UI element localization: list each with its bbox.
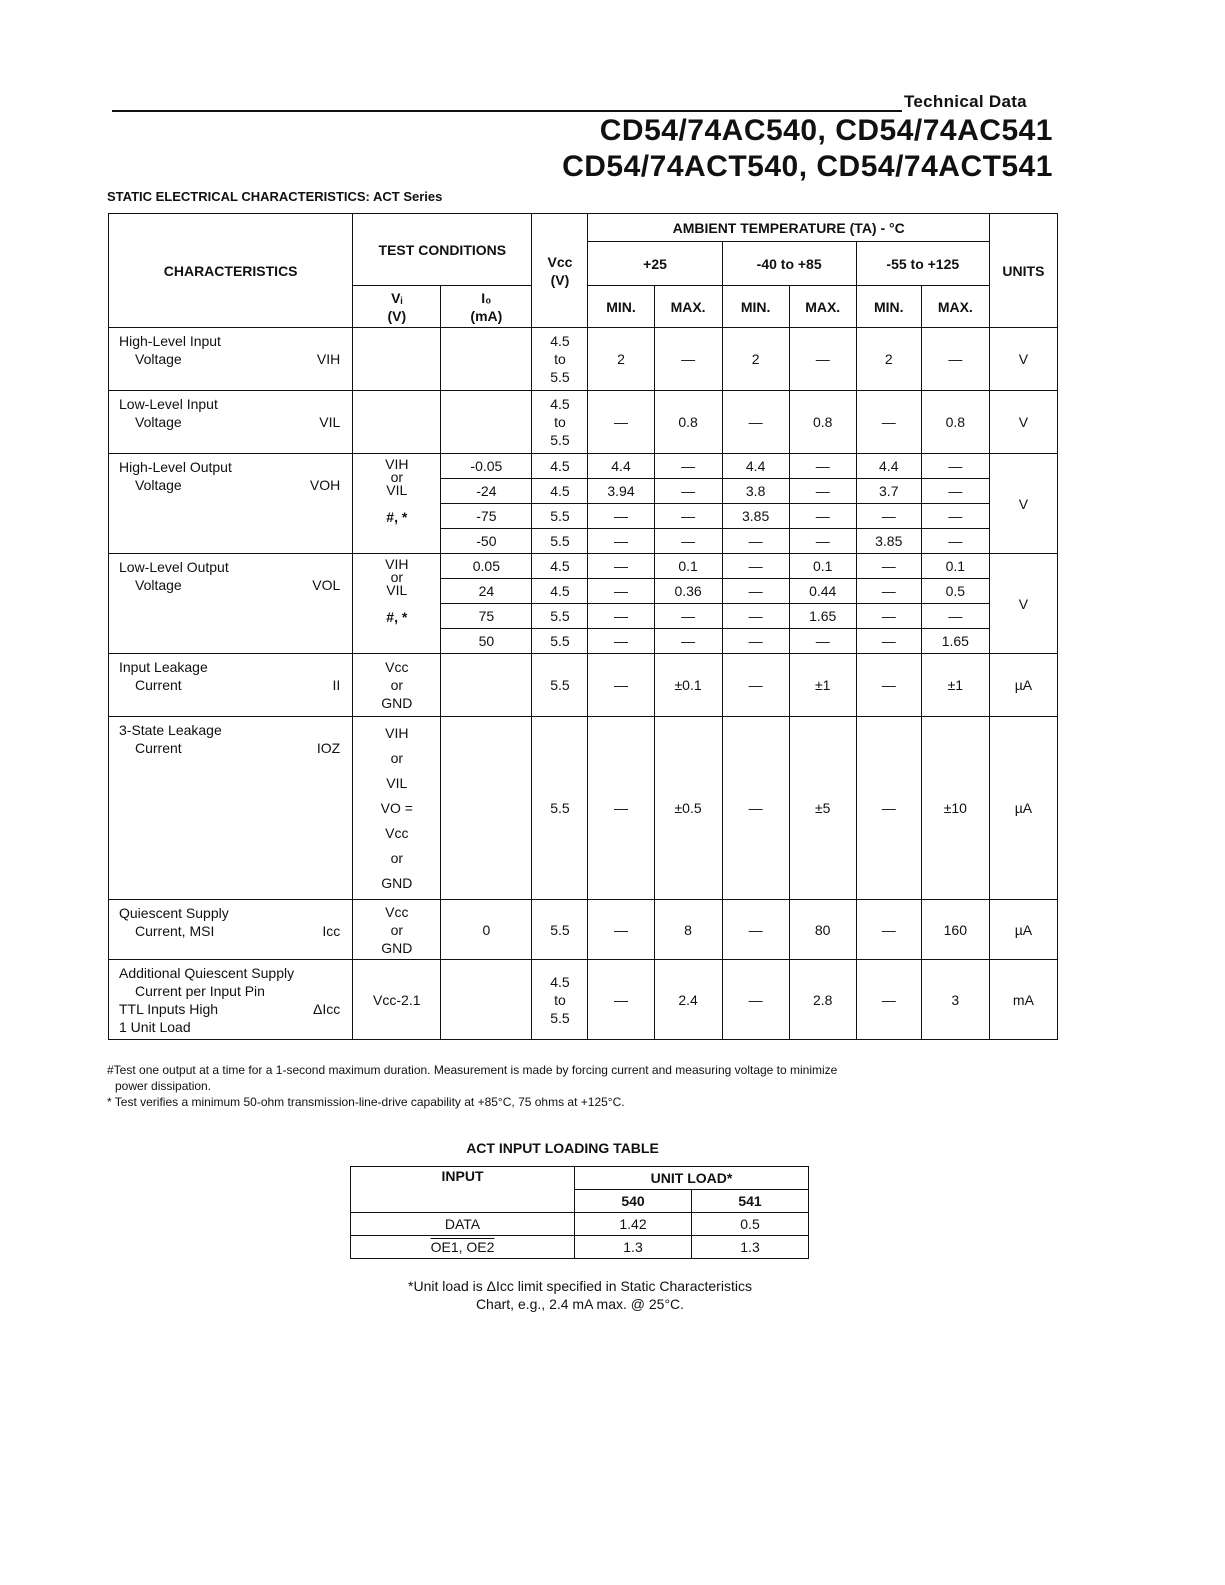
- value-cell: —: [722, 629, 789, 654]
- input-loading-table: [350, 1166, 809, 1259]
- value-cell: 1.42: [575, 1213, 692, 1236]
- symbol: ΔIcc: [313, 1001, 341, 1017]
- value-cell: —: [722, 604, 789, 629]
- value-cell: 4.4: [722, 454, 789, 479]
- value-cell: —: [722, 654, 789, 717]
- temp-40-85: -40 to +85: [722, 242, 856, 286]
- characteristic-name: [109, 454, 353, 554]
- value-cell: —: [856, 554, 921, 579]
- value-cell: —: [856, 629, 921, 654]
- value-cell: 0.5: [921, 579, 989, 604]
- cond-io: [441, 960, 532, 1040]
- unit-cell: µA: [989, 717, 1057, 900]
- value-cell: 0.1: [789, 554, 856, 579]
- col-vcc: [532, 214, 588, 328]
- value-cell: —: [856, 960, 921, 1040]
- name-line: Current: [135, 677, 182, 693]
- value-cell: —: [856, 604, 921, 629]
- cond-io: [441, 717, 532, 900]
- io-value: 50: [441, 629, 532, 654]
- vcc-value: 4.5: [532, 579, 588, 604]
- table-row: [109, 391, 1058, 454]
- value-cell: ±10: [921, 717, 989, 900]
- value-cell: 1.65: [789, 604, 856, 629]
- cond-a: VIH or VIL: [385, 556, 409, 598]
- note-line: #Test one output at a time for a 1-second maximum duration. Measurement is made by forcing current and measuring voltage to minimize: [107, 1063, 838, 1077]
- cond-a: VIH or VIL: [385, 456, 409, 498]
- col-541: 541: [692, 1190, 809, 1213]
- table-row: [109, 654, 1058, 717]
- io-unit: (mA): [470, 307, 503, 324]
- io-value: -24: [441, 479, 532, 504]
- col-input: INPUT: [351, 1167, 575, 1213]
- value-cell: —: [654, 504, 722, 529]
- value-cell: —: [789, 328, 856, 391]
- input-name: OE1, OE2: [351, 1236, 575, 1259]
- value-cell: —: [722, 900, 789, 960]
- loading-table-title: ACT INPUT LOADING TABLE: [466, 1140, 659, 1156]
- min-header: MIN.: [588, 286, 654, 328]
- unit-cell: mA: [989, 960, 1057, 1040]
- name-line: Voltage: [135, 577, 182, 593]
- unit-cell: V: [989, 554, 1057, 654]
- value-cell: 1.3: [575, 1236, 692, 1259]
- value-cell: 0.5: [692, 1213, 809, 1236]
- value-cell: —: [921, 529, 989, 554]
- table-row: [109, 717, 1058, 900]
- characteristic-name: [109, 654, 353, 717]
- value-cell: ±0.1: [654, 654, 722, 717]
- value-cell: —: [921, 604, 989, 629]
- part-title-line1: CD54/74AC540, CD54/74AC541: [599, 114, 1053, 147]
- header-rule: [112, 110, 902, 112]
- footnote-star: * Test verifies a minimum 50-ohm transmission-line-drive capability at +85°C, 75 ohms at +125°C.: [107, 1095, 625, 1109]
- value-cell: —: [588, 554, 654, 579]
- value-cell: —: [856, 504, 921, 529]
- cond-io: [441, 328, 532, 391]
- cond-b: #, *: [386, 609, 408, 625]
- vcc-value: 5.5: [532, 529, 588, 554]
- unit-cell: V: [989, 328, 1057, 391]
- value-cell: —: [856, 579, 921, 604]
- value-cell: 0.44: [789, 579, 856, 604]
- value-cell: 8: [654, 900, 722, 960]
- io-label: I₀: [481, 289, 492, 306]
- table-row: [109, 328, 1058, 391]
- name-line: 1 Unit Load: [119, 1019, 191, 1035]
- value-cell: 4.4: [856, 454, 921, 479]
- cond-vi: [353, 391, 441, 454]
- value-cell: 0.8: [654, 391, 722, 454]
- vcc-label: Vcc: [547, 253, 573, 270]
- vcc-value: 4.5: [532, 454, 588, 479]
- note-line: power dissipation.: [115, 1079, 212, 1093]
- value-cell: —: [856, 654, 921, 717]
- vcc-value: 4.5: [532, 554, 588, 579]
- cond-io: [441, 391, 532, 454]
- cond-vi: VIH or VIL VO = Vcc or GND: [353, 717, 441, 900]
- symbol: VIH: [316, 351, 341, 367]
- footnote-line: Chart, e.g., 2.4 mA max. @ 25°C.: [475, 1296, 685, 1312]
- value-cell: —: [654, 529, 722, 554]
- cond-vi: [353, 554, 441, 654]
- table-row: [351, 1213, 809, 1236]
- value-cell: 2: [722, 328, 789, 391]
- value-cell: —: [588, 654, 654, 717]
- value-cell: —: [588, 391, 654, 454]
- vcc-unit: (V): [550, 271, 570, 288]
- unit-cell: V: [989, 454, 1057, 554]
- value-cell: 2: [588, 328, 654, 391]
- max-header: MAX.: [789, 286, 856, 328]
- value-cell: —: [921, 328, 989, 391]
- value-cell: —: [588, 900, 654, 960]
- value-cell: 3.8: [722, 479, 789, 504]
- section-title: STATIC ELECTRICAL CHARACTERISTICS: ACT Series: [107, 189, 443, 204]
- footnote-line: *Unit load is ΔIcc limit specified in Static Characteristics: [408, 1278, 752, 1294]
- temp-25: +25: [588, 242, 722, 286]
- vcc-value: 5.5: [532, 900, 588, 960]
- table-row: [109, 900, 1058, 960]
- table-row: [109, 554, 1058, 579]
- footnote-hash: [107, 1062, 837, 1094]
- input-name: DATA: [351, 1213, 575, 1236]
- unit-cell: µA: [989, 654, 1057, 717]
- value-cell: ±1: [789, 654, 856, 717]
- name-line: Current: [135, 740, 182, 756]
- value-cell: 3.85: [856, 529, 921, 554]
- col-unit-load: UNIT LOAD*: [575, 1167, 809, 1190]
- value-cell: —: [722, 960, 789, 1040]
- col-units: UNITS: [989, 214, 1057, 328]
- value-cell: —: [654, 629, 722, 654]
- cond-b: #, *: [386, 509, 408, 525]
- value-cell: 2.8: [789, 960, 856, 1040]
- name-line: Low-Level Output: [119, 559, 229, 575]
- min-header: MIN.: [722, 286, 789, 328]
- value-cell: —: [789, 629, 856, 654]
- value-cell: 2: [856, 328, 921, 391]
- name-line: Additional Quiescent Supply: [119, 965, 295, 981]
- value-cell: —: [921, 454, 989, 479]
- characteristic-name: [109, 960, 353, 1040]
- io-value: -0.05: [441, 454, 532, 479]
- value-cell: —: [789, 504, 856, 529]
- symbol: VIL: [319, 414, 341, 430]
- symbol: Icc: [322, 923, 341, 939]
- value-cell: 80: [789, 900, 856, 960]
- vcc-value: 5.5: [532, 504, 588, 529]
- symbol: II: [332, 677, 341, 693]
- value-cell: —: [654, 454, 722, 479]
- name-line: Low-Level Input: [119, 396, 218, 412]
- characteristic-name: [109, 717, 353, 900]
- characteristic-name: [109, 900, 353, 960]
- value-cell: —: [921, 504, 989, 529]
- value-cell: —: [789, 454, 856, 479]
- value-cell: —: [654, 479, 722, 504]
- io-value: 24: [441, 579, 532, 604]
- value-cell: 4.4: [588, 454, 654, 479]
- vcc-value: 5.5: [532, 717, 588, 900]
- value-cell: —: [722, 579, 789, 604]
- characteristic-name: [109, 328, 353, 391]
- value-cell: 160: [921, 900, 989, 960]
- col-vi: [353, 286, 441, 328]
- symbol: IOZ: [316, 740, 341, 756]
- io-value: 75: [441, 604, 532, 629]
- value-cell: 3.85: [722, 504, 789, 529]
- value-cell: —: [856, 717, 921, 900]
- characteristic-name: [109, 554, 353, 654]
- symbol: VOH: [309, 477, 341, 493]
- value-cell: —: [588, 717, 654, 900]
- name-line: High-Level Input: [119, 333, 221, 349]
- value-cell: 0.1: [654, 554, 722, 579]
- value-cell: —: [722, 717, 789, 900]
- vcc-value: 5.5: [532, 604, 588, 629]
- characteristic-name: [109, 391, 353, 454]
- value-cell: 0.8: [789, 391, 856, 454]
- value-cell: 0.36: [654, 579, 722, 604]
- name-line: Current per Input Pin: [135, 983, 265, 999]
- max-header: MAX.: [654, 286, 722, 328]
- cond-vi: Vcc-2.1: [353, 960, 441, 1040]
- value-cell: 2.4: [654, 960, 722, 1040]
- value-cell: 3: [921, 960, 989, 1040]
- value-cell: —: [588, 529, 654, 554]
- name-line: Voltage: [135, 414, 182, 430]
- value-cell: ±1: [921, 654, 989, 717]
- static-characteristics-table: [108, 213, 1058, 1040]
- cond-io: 0: [441, 900, 532, 960]
- io-value: 0.05: [441, 554, 532, 579]
- value-cell: —: [921, 479, 989, 504]
- col-characteristics: CHARACTERISTICS: [109, 214, 353, 328]
- value-cell: —: [654, 328, 722, 391]
- value-cell: ±5: [789, 717, 856, 900]
- cond-vi: Vcc or GND: [353, 900, 441, 960]
- name-line-with-symbol: [119, 1000, 352, 1018]
- value-cell: —: [588, 960, 654, 1040]
- col-io: [441, 286, 532, 328]
- cond-vi: Vcc or GND: [353, 654, 441, 717]
- vcc-value: 4.5 to 5.5: [532, 960, 588, 1040]
- value-cell: 1.65: [921, 629, 989, 654]
- value-cell: 0.8: [921, 391, 989, 454]
- value-cell: 3.7: [856, 479, 921, 504]
- io-value: -75: [441, 504, 532, 529]
- name-line: High-Level Output: [119, 459, 232, 475]
- value-cell: —: [856, 900, 921, 960]
- value-cell: —: [588, 629, 654, 654]
- vcc-value: 4.5: [532, 479, 588, 504]
- col-540: 540: [575, 1190, 692, 1213]
- name-line: Current, MSI: [135, 923, 215, 939]
- value-cell: —: [588, 604, 654, 629]
- cond-vi: [353, 328, 441, 391]
- vcc-value: 5.5: [532, 629, 588, 654]
- name-line: Input Leakage: [119, 659, 208, 675]
- value-cell: —: [654, 604, 722, 629]
- col-test-conditions: TEST CONDITIONS: [353, 214, 532, 286]
- vi-unit: (V): [387, 307, 407, 324]
- value-cell: —: [588, 504, 654, 529]
- value-cell: 3.94: [588, 479, 654, 504]
- io-value: -50: [441, 529, 532, 554]
- min-header: MIN.: [856, 286, 921, 328]
- temp-55-125: -55 to +125: [856, 242, 989, 286]
- cond-vi: [353, 454, 441, 554]
- name-line: 3-State Leakage: [119, 722, 222, 738]
- value-cell: —: [789, 479, 856, 504]
- value-cell: —: [722, 554, 789, 579]
- vcc-value: 5.5: [532, 654, 588, 717]
- vcc-value: 4.5 to 5.5: [532, 391, 588, 454]
- value-cell: 0.1: [921, 554, 989, 579]
- col-ambient-temperature: AMBIENT TEMPERATURE (TA) - °C: [588, 214, 989, 242]
- value-cell: —: [856, 391, 921, 454]
- vcc-value: 4.5 to 5.5: [532, 328, 588, 391]
- value-cell: —: [722, 391, 789, 454]
- table-row: [109, 960, 1058, 1040]
- cond-io: [441, 654, 532, 717]
- table-row: [109, 454, 1058, 479]
- unit-cell: V: [989, 391, 1057, 454]
- name-line: TTL Inputs High: [119, 1001, 219, 1017]
- unit-load-footnote: [0, 1277, 1160, 1313]
- max-header: MAX.: [921, 286, 989, 328]
- value-cell: —: [588, 579, 654, 604]
- value-cell: —: [789, 529, 856, 554]
- vi-label: Vᵢ: [391, 289, 403, 306]
- value-cell: —: [722, 529, 789, 554]
- value-cell: ±0.5: [654, 717, 722, 900]
- part-title-line2: CD54/74ACT540, CD54/74ACT541: [562, 150, 1053, 183]
- name-line: Voltage: [135, 477, 182, 493]
- value-cell: 1.3: [692, 1236, 809, 1259]
- name-line: Quiescent Supply: [119, 905, 229, 921]
- unit-cell: µA: [989, 900, 1057, 960]
- technical-data-tag: Technical Data: [904, 92, 1027, 111]
- name-line: Voltage: [135, 351, 182, 367]
- symbol: VOL: [312, 577, 341, 593]
- table-row: [351, 1236, 809, 1259]
